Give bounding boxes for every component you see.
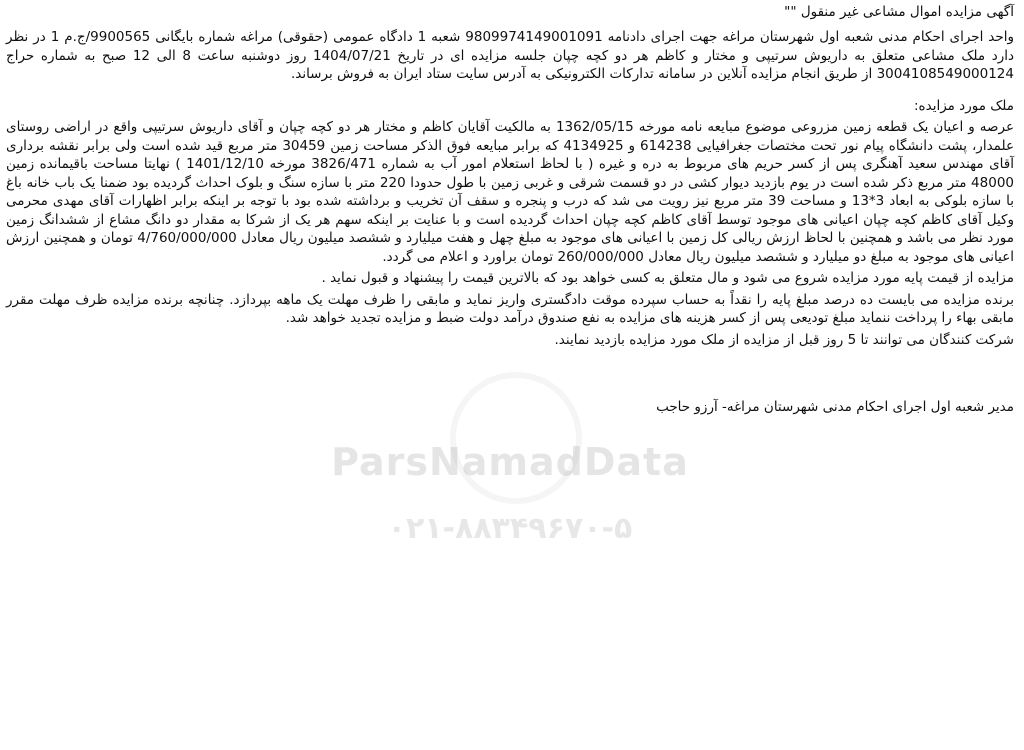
signature-line: مدیر شعبه اول اجرای احکام مدنی شهرستان مراغه- آرزو حاجب bbox=[656, 399, 1014, 415]
auction-notice-document bbox=[6, 2, 1014, 750]
spacer bbox=[6, 87, 1014, 97]
property-description-paragraph: عرصه و اعیان یک قطعه زمین مزروعی موضوع مبایعه نامه مورخه 1362/05/15 به مالکیت آقایان کاظم و مختار هر دو کچه چپان و آقای داریوش سرتیپی واقع در اراضی روستای علمدار، پشت دانشگاه پیام نور تحت مختصات جغرافیایی 614238 و 4134925 که برابر مبایعه فوق الذکر مساحت زمین 30459 متر مربع قید شده است ولی برابر نقشه برداری آقای مهندس سعید آهنگری پس از کسر حریم های مربوط به دره و غیره ( با لحاظ استعلام امور آب به شماره 3826/471 مورخه 1401/12/10 ) نهایتا مساحت باقیمانده زمین 48000 متر مربع ذکر شده است در یوم بازدید دیوار کشی در دو قسمت شرقی و غربی زمین با طول حدودا 220 متر با سازه سنگ و بلوک احداث گردیده بود ضمنا یک باب خانه باغ با سازه بلوکی به ابعاد 3*13 و مساحت 39 متر مربع نیز رویت می شد که درب و پنجره و سقف آن تخریب و برداشته شده بود با توجه بر اینکه برابر اظهارات آقای مهدی محرمی وکیل آقای کاظم کچه چپان اعیانی های موجود توسط آقای کاظم کچه چپان احداث گردیده است و با عنایت بر اینکه سهم هر یک از شرکا به مقدار دو دانگ مشاع از ششدانگ زمین مورد نظر می باشد و همچنین با لحاظ ارزش ریالی کل زمین با اعیانی های موجود به مبلغ چهل و هفت میلیارد و ششصد میلیون ریال معادل 4/760/000/000 تومان و همچنین ارزش اعیانی های موجود به مبلغ دو میلیارد و ششصد میلیون ریال معادل 260/000/000 تومان براورد و اعلام می گردد. bbox=[6, 119, 1015, 265]
property-section-heading: ملک مورد مزایده: bbox=[914, 97, 1014, 114]
watermark-brand-text: ParsNamadData bbox=[331, 440, 689, 484]
auction-rule-visit: شرکت کنندگان می توانند تا 5 روز قبل از مزایده از ملک مورد مزایده بازدید نمایند. bbox=[554, 331, 1014, 348]
auction-rule-deposit: برنده مزایده می بایست ده درصد مبلغ پایه را نقداً به حساب سپرده موقت دادگستری واریز نماید و مابقی را ظرف مهلت یک ماهه بپردازد. چنانچه برنده مزایده ظرف مهلت مقرر مابقی بهاء را پرداخت ننماید مبلغ تودیعی پس از کسر هزینه های مزایده به نفع صندوق درآمد دولت ضبط و مزایده تجدید خواهد شد. bbox=[6, 291, 1014, 326]
notice-title: آگهی مزایده اموال مشاعی غیر منقول "" bbox=[784, 4, 1014, 20]
watermark-phone-text: ۰۲۱-۸۸۳۴۹۶۷۰-۵ bbox=[387, 511, 633, 546]
auction-rule-starting-price: مزایده از قیمت پایه مورد مزایده شروع می شود و مال متعلق به کسی خواهد بود که بالاترین قیمت را پیشنهاد و قبول نماید . bbox=[321, 270, 1014, 286]
notice-intro-paragraph: واحد اجرای احکام مدنی شعبه اول شهرستان مراغه جهت اجرای دادنامه 9809974149001091 شعبه 1 دادگاه عمومی (حقوقی) مراغه شماره بایگانی 9900565/ج.م 1 در نظر دارد ملک مشاعی متعلق به داریوش سرتیپی و مختار و کاظم هر دو کچه چپان جلسه مزایده ای در تاریخ 1404/07/21 روز دوشنبه ساعت 8 الی 12 صبح به شماره حراج 3004108549000124 از طریق انجام مزایده آنلاین در سامانه تدارکات الکترونیکی به آدرس سایت ستاد ایران به فروش برساند. bbox=[6, 29, 1015, 82]
